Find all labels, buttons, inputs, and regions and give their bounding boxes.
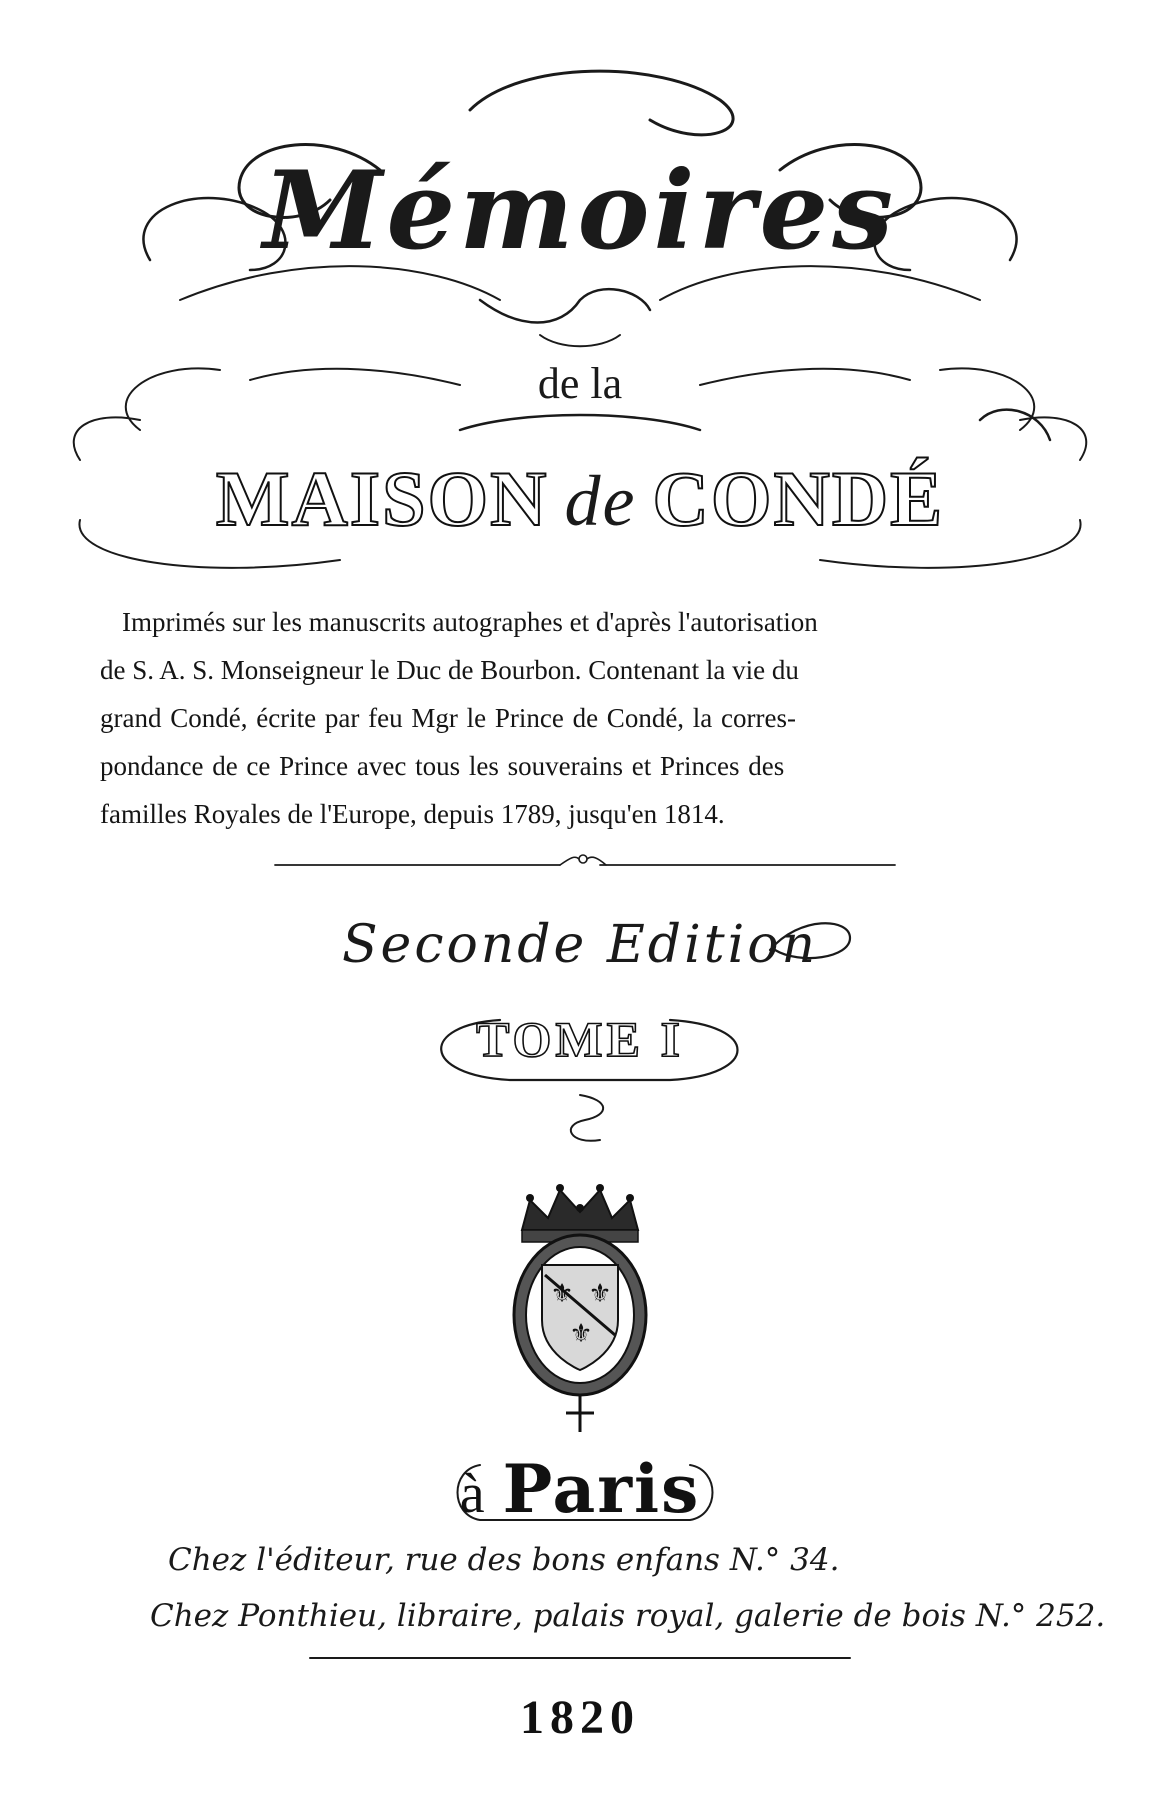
publisher-line: Chez l'éditeur, rue des bons enfans N.° 34. [168, 1542, 840, 1578]
title-de: de [564, 461, 637, 541]
title-de-la: de la [537, 359, 623, 408]
svg-text:⚜: ⚜ [588, 1279, 612, 1309]
imprint-a: à [459, 1463, 485, 1525]
description-line: de S. A. S. Monseigneur le Duc de Bourbon. Contenant la vie du [100, 655, 799, 685]
description-line: pondance de ce Prince avec tous les souverains et Princes des [100, 751, 785, 781]
coat-of-arms-emblem [500, 1170, 660, 1435]
title-conde: CONDÉ [652, 455, 945, 542]
title-maison-de-conde [0, 454, 1160, 544]
description [100, 598, 1090, 838]
description-line: Imprimés sur les manuscrits autographes et d'après l'autorisation [122, 607, 818, 637]
description-line: familles Royales de l'Europe, depuis 1789, jusqu'en 1814. [100, 799, 725, 829]
svg-text:⚜: ⚜ [569, 1319, 593, 1349]
imprint [0, 1450, 1160, 1528]
title-memoires: Mémoires [262, 148, 897, 274]
publication-year: 1820 [520, 1691, 640, 1744]
imprint-city: Paris [502, 1450, 701, 1528]
publisher-line: Chez Ponthieu, libraire, palais royal, galerie de bois N.° 252. [150, 1598, 1106, 1634]
description-line: grand Condé, écrite par feu Mgr le Prince de Condé, la corres- [100, 703, 796, 733]
title-maison: MAISON [215, 455, 549, 542]
svg-text:⚜: ⚜ [550, 1279, 574, 1309]
tome-label: TOME I [476, 1011, 684, 1067]
edition-label: Seconde Edition [341, 915, 819, 975]
